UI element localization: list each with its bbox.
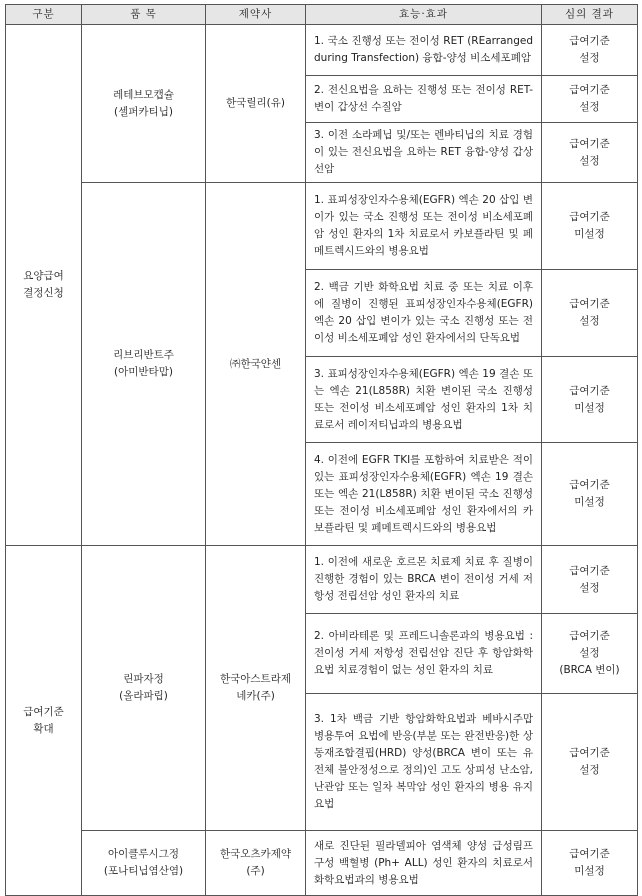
company-cell: 한국릴리(유) <box>206 25 306 183</box>
product-name-cell: 레테브모캡슐 (셀퍼카티닙) <box>82 25 206 183</box>
result-cell: 급여기준 설정 <box>542 76 638 123</box>
effect-cell: 2. 아비라테론 및 프레드니솔론과의 병용요법 : 전이성 거세 저항성 전립선암 진단 후 항암화학요법 치료경험이 없는 성인 환자의 치료 <box>306 614 542 694</box>
product-name-cell: 리브리반트주 (아미반타맙) <box>82 183 206 546</box>
result-cell: 급여기준 설정 <box>542 546 638 614</box>
header-product: 품 목 <box>82 5 206 25</box>
header-result: 심의 결과 <box>542 5 638 25</box>
table-row <box>6 183 638 270</box>
result-cell: 급여기준 설정 <box>542 270 638 357</box>
company-cell: 한국아스트라제 네카(주) <box>206 546 306 831</box>
effect-cell: 1. 표피성장인자수용체(EGFR) 엑손 20 삽입 변이가 있는 국소 진행성 또는 전이성 비소세포폐암 성인 환자의 1차 치료로서 카보플라틴 및 페메트렉시드와의 병용요법 <box>306 183 542 270</box>
result-cell: 급여기준 설정 <box>542 25 638 76</box>
result-cell: 급여기준 설정 <box>542 123 638 183</box>
review-results-table <box>5 4 638 896</box>
table-row <box>6 546 638 614</box>
effect-cell: 2. 백금 기반 화학요법 치료 중 또는 치료 이후에 질병이 진행된 표피성장인자수용체(EGFR) 엑손 20 삽입 변이가 있는 국소 진행성 또는 전이성 비소세포폐암 성인 환자에서의 단독요법 <box>306 270 542 357</box>
effect-cell: 3. 1차 백금 기반 항암화학요법과 베바시주맙 병용투여 요법에 반응(부분 또는 완전반응)한 상동재조합결핍(HRD) 양성(BRCA 변이 또는 유전체 불안정성으로 정의)인 고도 상피성 난소암, 난관암 또는 일차 복막암 성인 환자의 병용 유지 요법 <box>306 694 542 831</box>
effect-cell: 새로 진단된 필라델피아 염색체 양성 급성림프구성 백혈병 (Ph+ ALL) 성인 환자의 치료로서 화학요법과의 병용요법 <box>306 831 542 896</box>
effect-cell: 1. 이전에 새로운 호르몬 치료제 치료 후 질병이 진행한 경험이 있는 BRCA 변이 전이성 거세 저항성 전립선암 성인 환자의 치료 <box>306 546 542 614</box>
header-category: 구분 <box>6 5 82 25</box>
product-name-cell: 아이클루시그정 (포나티닙염산염) <box>82 831 206 896</box>
table-row <box>6 25 638 76</box>
header-effect: 효능·효과 <box>306 5 542 25</box>
company-cell: ㈜한국얀센 <box>206 183 306 546</box>
result-cell: 급여기준 설정 <box>542 694 638 831</box>
result-cell: 급여기준 미설정 <box>542 831 638 896</box>
table-header-row <box>6 5 638 25</box>
product-name-cell: 린파자정 (올라파립) <box>82 546 206 831</box>
result-cell: 급여기준 미설정 <box>542 183 638 270</box>
effect-cell: 1. 국소 진행성 또는 전이성 RET (REarranged during Transfection) 융합-양성 비소세포폐암 <box>306 25 542 76</box>
result-cell: 급여기준 미설정 <box>542 357 638 443</box>
effect-cell: 2. 전신요법을 요하는 진행성 또는 전이성 RET-변이 갑상선 수질암 <box>306 76 542 123</box>
effect-cell: 3. 표피성장인자수용체(EGFR) 엑손 19 결손 또는 엑손 21(L858R) 치환 변이된 국소 진행성 또는 전이성 비소세포폐암 성인 환자의 1차 치료로서 레이저티닙과의 병용요법 <box>306 357 542 443</box>
category-cell: 요양급여 결정신청 <box>6 25 82 546</box>
company-cell: 한국오츠카제약 (주) <box>206 831 306 896</box>
effect-cell: 3. 이전 소라페닙 및/또는 렌바티닙의 치료 경험이 있는 전신요법을 요하는 RET 융합-양성 갑상선암 <box>306 123 542 183</box>
result-cell: 급여기준 설정 (BRCA 변이) <box>542 614 638 694</box>
result-cell: 급여기준 미설정 <box>542 443 638 546</box>
effect-cell: 4. 이전에 EGFR TKI를 포함하여 치료받은 적이 있는 표피성장인자수용체(EGFR) 엑손 19 결손 또는 엑손 21(L858R) 치환 변이된 국소 진행성 또는 전이성 비소세포폐암 성인 환자에서의 카보플라틴 및 페메트렉시드와의 병용요법 <box>306 443 542 546</box>
header-company: 제약사 <box>206 5 306 25</box>
category-cell: 급여기준 확대 <box>6 546 82 896</box>
table-row <box>6 831 638 896</box>
